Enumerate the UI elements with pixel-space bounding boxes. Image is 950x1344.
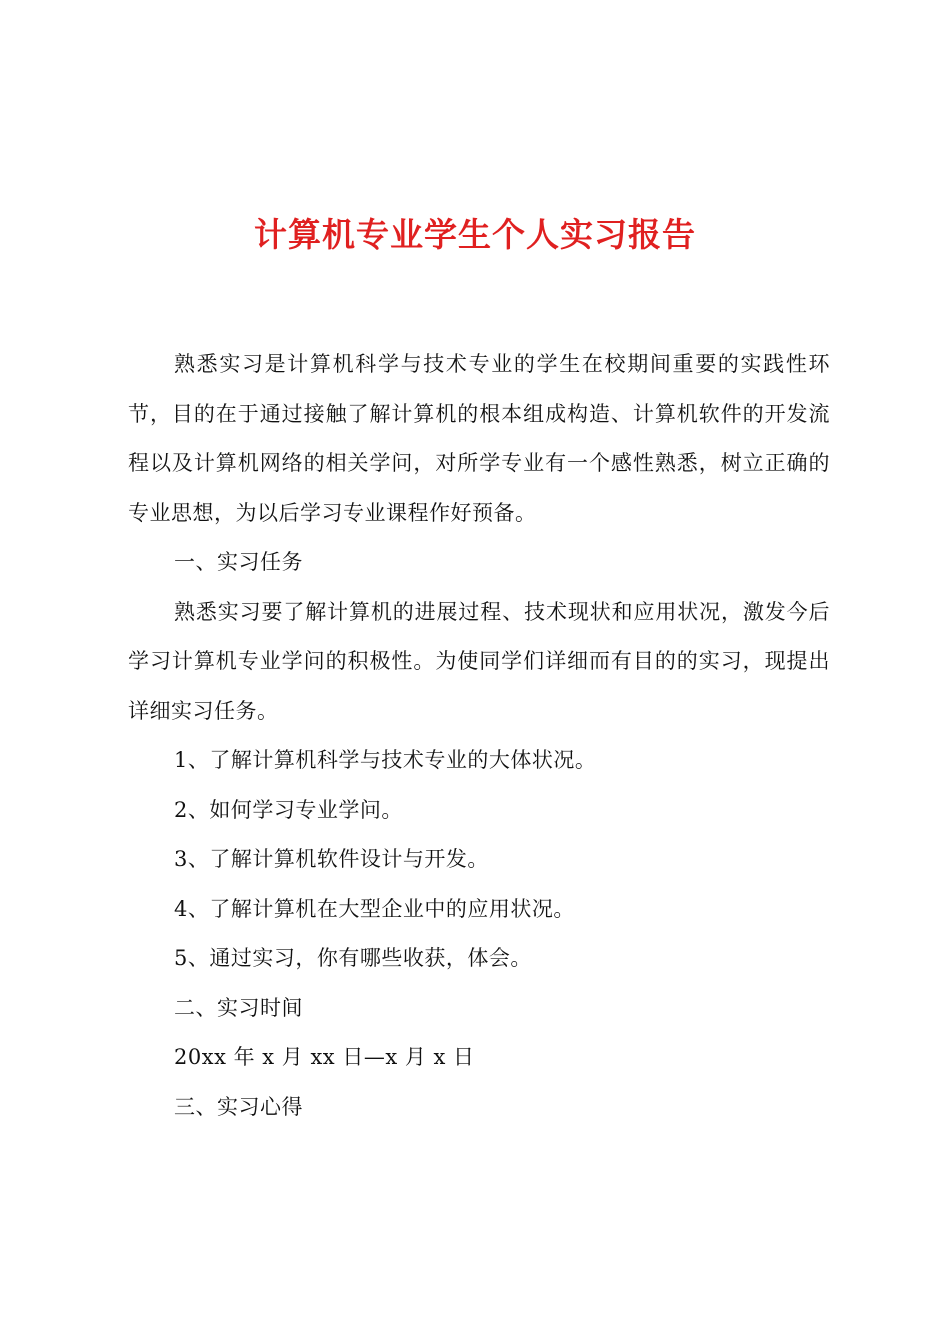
task-item-5: 5、通过实习，你有哪些收获，体会。 xyxy=(174,946,532,970)
section-heading-experience: 三、实习心得 xyxy=(174,1094,303,1119)
task-item-1: 1、了解计算机科学与技术专业的大体状况。 xyxy=(174,748,597,772)
section-heading-tasks: 一、实习任务 xyxy=(174,550,303,574)
section-heading-time: 二、实习时间 xyxy=(174,995,303,1020)
task-item-4: 4、了解计算机在大型企业中的应用状况。 xyxy=(174,896,575,921)
intro-paragraph: 熟悉实习是计算机科学与技术专业的学生在校期间重要的实践性环节，目的在于通过接触了解计算机的根本组成构造、计算机软件的开发流程以及计算机网络的相关学问，对所学专业有一个感性熟悉，树立正确的专业思想，为以后学习专业课程作好预备。 xyxy=(128,352,830,525)
document-title: 计算机专业学生个人实习报告 xyxy=(254,215,696,254)
task-item-3: 3、了解计算机软件设计与开发。 xyxy=(174,847,489,871)
task-item-2: 2、如何学习专业学问。 xyxy=(174,797,403,822)
document-body xyxy=(128,340,830,1132)
tasks-paragraph: 熟悉实习要了解计算机的进展过程、技术现状和应用状况，激发今后学习计算机专业学问的积极性。为使同学们详细而有目的的实习，现提出详细实习任务。 xyxy=(128,599,830,723)
internship-date-range: 20xx 年 x 月 xx 日—x 月 x 日 xyxy=(174,1045,475,1069)
